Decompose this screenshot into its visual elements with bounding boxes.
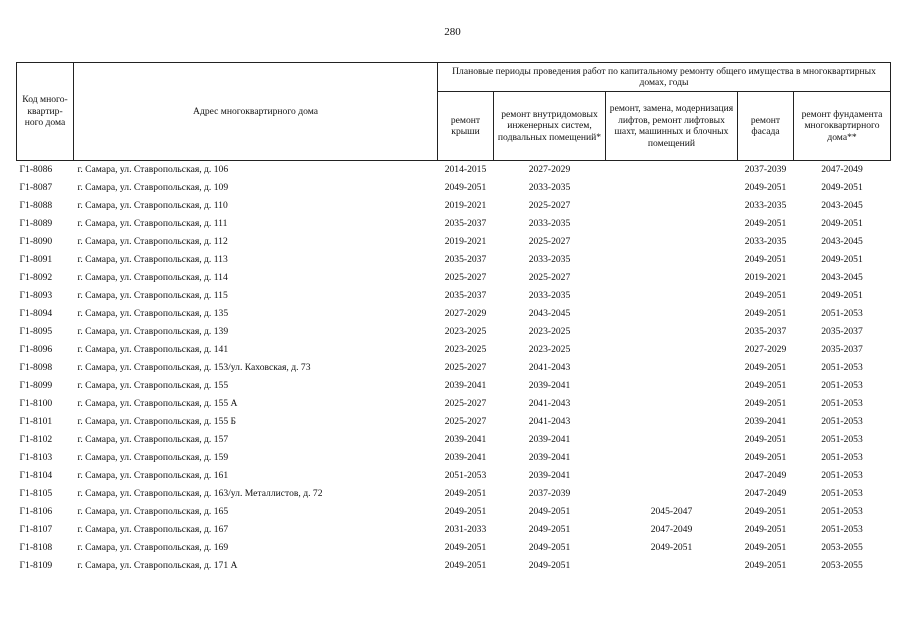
header-engineering: ремонт внутридомовых инженерных систем, подвальных помещений* (494, 92, 606, 161)
cell-engineering: 2049-2051 (528, 506, 571, 518)
cell-foundation: 2053-2055 (821, 560, 863, 572)
cell-elevators (606, 323, 738, 341)
cell-facade: 2049-2051 (744, 524, 787, 536)
table-row (17, 323, 891, 341)
cell-elevators: 2049-2051 (650, 542, 693, 554)
cell-foundation: 2047-2049 (821, 164, 863, 176)
cell-elevators: 2045-2047 (650, 506, 693, 518)
cell-elevators (606, 557, 738, 575)
cell-facade: 2049-2051 (744, 182, 787, 194)
cell-facade: 2035-2037 (744, 326, 787, 338)
cell-code: Г1-8099 (19, 380, 53, 392)
cell-elevators (606, 287, 738, 305)
cell-elevators (606, 161, 738, 180)
cell-code: Г1-8095 (19, 326, 53, 338)
table-header (17, 63, 891, 161)
cell-engineering: 2033-2035 (528, 290, 571, 302)
table-row (17, 503, 891, 521)
cell-facade: 2049-2051 (744, 308, 787, 320)
cell-address: г. Самара, ул. Ставропольская, д. 114 (77, 272, 228, 284)
cell-address: г. Самара, ул. Ставропольская, д. 161 (77, 470, 229, 482)
cell-address: г. Самара, ул. Ставропольская, д. 111 (77, 218, 228, 230)
cell-foundation: 2051-2053 (821, 524, 863, 536)
cell-code: Г1-8106 (19, 506, 53, 518)
cell-roof: 2051-2053 (444, 470, 487, 482)
cell-foundation: 2049-2051 (821, 254, 863, 266)
page-number: 280 (444, 26, 461, 38)
cell-code: Г1-8094 (19, 308, 53, 320)
cell-elevators (606, 233, 738, 251)
cell-engineering: 2023-2025 (528, 326, 571, 338)
table-row (17, 287, 891, 305)
cell-code: Г1-8102 (19, 434, 53, 446)
cell-engineering: 2025-2027 (528, 200, 571, 212)
cell-address: г. Самара, ул. Ставропольская, д. 112 (77, 236, 228, 248)
cell-engineering: 2041-2043 (528, 362, 571, 374)
cell-roof: 2049-2051 (444, 560, 487, 572)
cell-elevators (606, 269, 738, 287)
table-row (17, 305, 891, 323)
cell-code: Г1-8091 (19, 254, 53, 266)
cell-elevators (606, 251, 738, 269)
cell-facade: 2049-2051 (744, 254, 787, 266)
cell-facade: 2047-2049 (744, 470, 787, 482)
cell-address: г. Самара, ул. Ставропольская, д. 155 А (77, 398, 238, 410)
cell-address: г. Самара, ул. Ставропольская, д. 167 (77, 524, 229, 536)
cell-address: г. Самара, ул. Ставропольская, д. 113 (77, 254, 228, 266)
cell-facade: 2049-2051 (744, 506, 787, 518)
cell-facade: 2049-2051 (744, 434, 787, 446)
cell-address: г. Самара, ул. Ставропольская, д. 165 (77, 506, 229, 518)
cell-engineering: 2033-2035 (528, 218, 571, 230)
cell-elevators: 2047-2049 (650, 524, 693, 536)
cell-roof: 2019-2021 (444, 200, 487, 212)
table-row (17, 215, 891, 233)
cell-code: Г1-8100 (19, 398, 53, 410)
cell-foundation: 2051-2053 (821, 398, 863, 410)
cell-roof: 2023-2025 (444, 344, 487, 356)
cell-code: Г1-8096 (19, 344, 53, 356)
cell-engineering: 2041-2043 (528, 398, 571, 410)
cell-elevators (606, 377, 738, 395)
cell-code: Г1-8105 (19, 488, 53, 500)
cell-code: Г1-8101 (19, 416, 53, 428)
table-row (17, 539, 891, 557)
cell-engineering: 2033-2035 (528, 254, 571, 266)
cell-code: Г1-8109 (19, 560, 53, 572)
cell-facade: 2027-2029 (744, 344, 787, 356)
cell-engineering: 2049-2051 (528, 524, 571, 536)
cell-code: Г1-8086 (19, 164, 53, 176)
table-row (17, 395, 891, 413)
cell-facade: 2049-2051 (744, 452, 787, 464)
cell-roof: 2035-2037 (444, 254, 487, 266)
cell-foundation: 2051-2053 (821, 416, 863, 428)
cell-address: г. Самара, ул. Ставропольская, д. 155 Б (77, 416, 237, 428)
header-address: Адрес многоквартирного дома (74, 63, 438, 161)
table-row (17, 449, 891, 467)
cell-elevators (606, 485, 738, 503)
cell-elevators (606, 359, 738, 377)
cell-code: Г1-8088 (19, 200, 53, 212)
cell-facade: 2049-2051 (744, 380, 787, 392)
cell-engineering: 2039-2041 (528, 452, 571, 464)
cell-engineering: 2027-2029 (528, 164, 571, 176)
cell-facade: 2037-2039 (744, 164, 787, 176)
table-body (17, 161, 891, 576)
cell-roof: 2019-2021 (444, 236, 487, 248)
cell-engineering: 2049-2051 (528, 560, 571, 572)
cell-foundation: 2049-2051 (821, 182, 863, 194)
cell-address: г. Самара, ул. Ставропольская, д. 139 (77, 326, 229, 338)
cell-address: г. Самара, ул. Ставропольская, д. 169 (77, 542, 229, 554)
cell-facade: 2049-2051 (744, 218, 787, 230)
cell-roof: 2049-2051 (444, 542, 487, 554)
cell-code: Г1-8090 (19, 236, 53, 248)
cell-foundation: 2043-2045 (821, 236, 863, 248)
cell-facade: 2049-2051 (744, 542, 787, 554)
cell-elevators (606, 449, 738, 467)
cell-roof: 2027-2029 (444, 308, 487, 320)
cell-foundation: 2035-2037 (821, 326, 863, 338)
cell-elevators (606, 215, 738, 233)
cell-facade: 2039-2041 (744, 416, 787, 428)
cell-foundation: 2051-2053 (821, 488, 863, 500)
table-row (17, 251, 891, 269)
table-row (17, 341, 891, 359)
cell-roof: 2039-2041 (444, 380, 487, 392)
table-row (17, 359, 891, 377)
cell-address: г. Самара, ул. Ставропольская, д. 141 (77, 344, 229, 356)
header-periods-title: Плановые периоды проведения работ по капитальному ремонту общего имущества в многоквартирных домах, годы (438, 63, 891, 92)
cell-facade: 2049-2051 (744, 362, 787, 374)
cell-facade: 2033-2035 (744, 236, 787, 248)
cell-roof: 2025-2027 (444, 272, 487, 284)
cell-roof: 2035-2037 (444, 218, 487, 230)
cell-roof: 2014-2015 (444, 164, 487, 176)
table-row (17, 557, 891, 575)
cell-engineering: 2033-2035 (528, 182, 571, 194)
table-row (17, 485, 891, 503)
cell-engineering: 2025-2027 (528, 272, 571, 284)
cell-code: Г1-8098 (19, 362, 53, 374)
table-row (17, 521, 891, 539)
cell-address: г. Самара, ул. Ставропольская, д. 171 А (77, 560, 238, 572)
cell-foundation: 2049-2051 (821, 290, 863, 302)
cell-roof: 2025-2027 (444, 416, 487, 428)
capital-repair-table (16, 62, 891, 575)
table-row (17, 431, 891, 449)
cell-elevators (606, 179, 738, 197)
cell-facade: 2049-2051 (744, 560, 787, 572)
cell-elevators (606, 431, 738, 449)
cell-foundation: 2049-2051 (821, 218, 863, 230)
cell-foundation: 2051-2053 (821, 362, 863, 374)
table-row (17, 197, 891, 215)
table-row (17, 233, 891, 251)
cell-roof: 2035-2037 (444, 290, 487, 302)
cell-elevators (606, 341, 738, 359)
cell-facade: 2049-2051 (744, 290, 787, 302)
cell-foundation: 2051-2053 (821, 452, 863, 464)
cell-elevators (606, 467, 738, 485)
cell-facade: 2047-2049 (744, 488, 787, 500)
cell-roof: 2049-2051 (444, 488, 487, 500)
cell-roof: 2049-2051 (444, 182, 487, 194)
cell-engineering: 2039-2041 (528, 380, 571, 392)
table-row (17, 179, 891, 197)
cell-code: Г1-8103 (19, 452, 53, 464)
table-row (17, 413, 891, 431)
cell-engineering: 2043-2045 (528, 308, 571, 320)
cell-engineering: 2023-2025 (528, 344, 571, 356)
cell-code: Г1-8087 (19, 182, 53, 194)
header-facade: ремонт фасада (738, 92, 794, 161)
cell-roof: 2049-2051 (444, 506, 487, 518)
cell-engineering: 2025-2027 (528, 236, 571, 248)
cell-address: г. Самара, ул. Ставропольская, д. 157 (77, 434, 229, 446)
cell-foundation: 2051-2053 (821, 506, 863, 518)
cell-foundation: 2051-2053 (821, 380, 863, 392)
cell-foundation: 2053-2055 (821, 542, 863, 554)
header-foundation: ремонт фундамента многоквартирного дома** (794, 92, 891, 161)
cell-foundation: 2051-2053 (821, 470, 863, 482)
cell-address: г. Самара, ул. Ставропольская, д. 109 (77, 182, 229, 194)
cell-elevators (606, 413, 738, 431)
cell-foundation: 2043-2045 (821, 272, 863, 284)
cell-foundation: 2051-2053 (821, 308, 863, 320)
cell-roof: 2039-2041 (444, 434, 487, 446)
cell-facade: 2033-2035 (744, 200, 787, 212)
cell-engineering: 2049-2051 (528, 542, 571, 554)
cell-elevators (606, 395, 738, 413)
cell-engineering: 2039-2041 (528, 434, 571, 446)
cell-address: г. Самара, ул. Ставропольская, д. 159 (77, 452, 229, 464)
header-code: Код много- квартир- ного дома (17, 63, 74, 161)
table-row (17, 161, 891, 180)
cell-engineering: 2041-2043 (528, 416, 571, 428)
cell-roof: 2039-2041 (444, 452, 487, 464)
cell-facade: 2019-2021 (744, 272, 787, 284)
table-row (17, 467, 891, 485)
cell-elevators (606, 197, 738, 215)
cell-facade: 2049-2051 (744, 398, 787, 410)
cell-code: Г1-8093 (19, 290, 53, 302)
cell-code: Г1-8104 (19, 470, 53, 482)
cell-roof: 2023-2025 (444, 326, 487, 338)
cell-code: Г1-8092 (19, 272, 53, 284)
cell-address: г. Самара, ул. Ставропольская, д. 163/ул. Металлистов, д. 72 (77, 488, 323, 500)
header-roof: ремонт крыши (438, 92, 494, 161)
cell-foundation: 2051-2053 (821, 434, 863, 446)
cell-address: г. Самара, ул. Ставропольская, д. 115 (77, 290, 228, 302)
cell-address: г. Самара, ул. Ставропольская, д. 110 (77, 200, 228, 212)
cell-roof: 2025-2027 (444, 398, 487, 410)
cell-address: г. Самара, ул. Ставропольская, д. 153/ул. Каховская, д. 73 (77, 362, 311, 374)
cell-address: г. Самара, ул. Ставропольская, д. 135 (77, 308, 229, 320)
cell-engineering: 2039-2041 (528, 470, 571, 482)
cell-foundation: 2043-2045 (821, 200, 863, 212)
cell-address: г. Самара, ул. Ставропольская, д. 106 (77, 164, 229, 176)
cell-elevators (606, 305, 738, 323)
cell-address: г. Самара, ул. Ставропольская, д. 155 (77, 380, 229, 392)
cell-engineering: 2037-2039 (528, 488, 571, 500)
table-row (17, 269, 891, 287)
cell-foundation: 2035-2037 (821, 344, 863, 356)
cell-roof: 2025-2027 (444, 362, 487, 374)
table-row (17, 377, 891, 395)
cell-code: Г1-8107 (19, 524, 53, 536)
cell-roof: 2031-2033 (444, 524, 487, 536)
cell-code: Г1-8089 (19, 218, 53, 230)
cell-code: Г1-8108 (19, 542, 53, 554)
header-elevators: ремонт, замена, модернизация лифтов, ремонт лифтовых шахт, машинных и блочных помещений (606, 92, 738, 161)
